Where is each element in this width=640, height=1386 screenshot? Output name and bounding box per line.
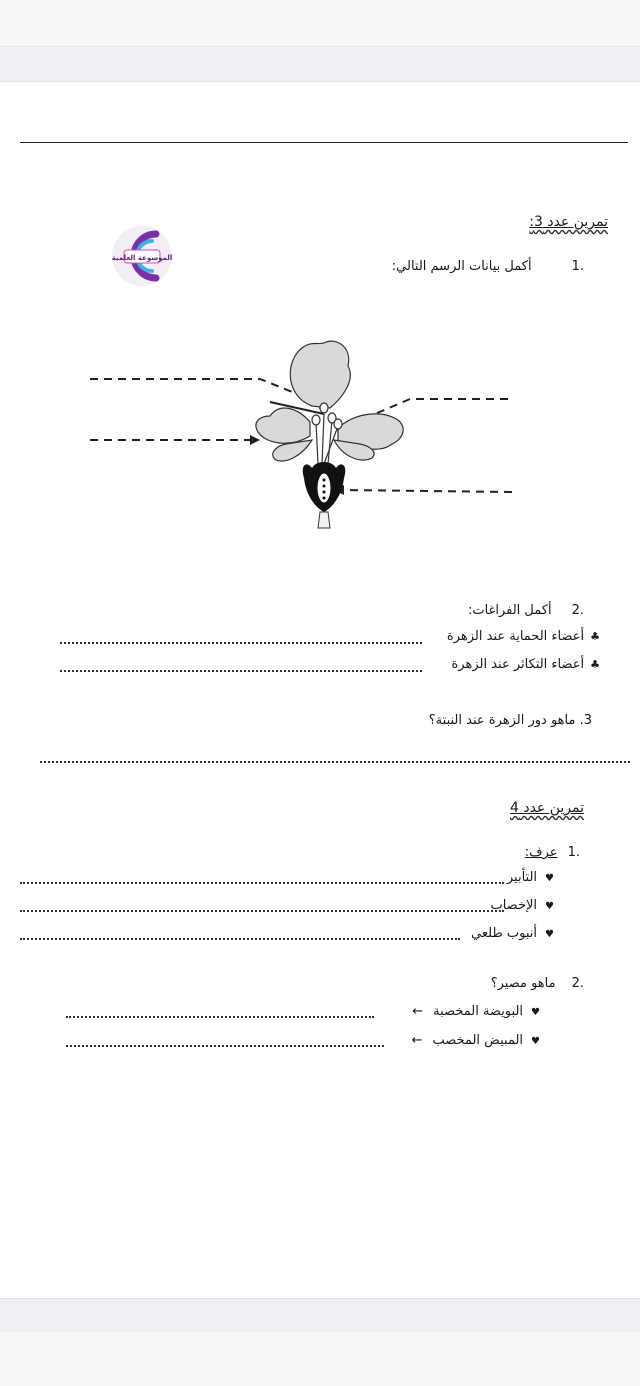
viewer-bottom-bar xyxy=(0,1332,640,1386)
pedicel xyxy=(318,512,330,528)
answer-line xyxy=(20,882,504,884)
answer-line xyxy=(66,1016,374,1018)
viewer-toolbar-strip xyxy=(0,46,640,82)
ex3-q1: .1أكمل بيانات الرسم التالي: xyxy=(391,259,584,274)
answer-line xyxy=(20,910,504,912)
exercise-3-title: تمرين عدد 3: xyxy=(529,214,608,230)
answer-line xyxy=(60,642,422,644)
ex3-q3: 3. ماهو دور الزهرة عند النبتة؟ xyxy=(428,713,592,728)
label-line-top-left xyxy=(90,379,322,404)
ex4-q2-item-1: ♥البويضة المخصبة← xyxy=(412,1004,540,1019)
ex4-q1-item-3: ♥أنبوب طلعي xyxy=(471,926,554,941)
answer-line xyxy=(66,1045,384,1047)
encyclopedia-logo xyxy=(112,214,172,298)
ex4-q2: .2ماهو مصير؟ xyxy=(490,976,584,991)
ex4-q1-item-1: ♥التأبير xyxy=(506,870,554,885)
petal-left xyxy=(256,408,310,443)
ex4-q1: .1عرف: xyxy=(524,845,580,860)
page-header-rule xyxy=(20,142,628,143)
logo-text: الموسوعة العلمية xyxy=(112,254,172,262)
ex4-q1-item-2: ♥الإخصاب xyxy=(490,898,554,913)
exercise-4-title: تمرين عدد 4 xyxy=(509,800,584,816)
answer-line xyxy=(20,938,460,940)
ex3-q2-item-2: ♣أعضاء التكاثر عند الزهرة xyxy=(451,657,600,672)
ex4-q2-item-2: ♥المبيض المخصب← xyxy=(411,1033,540,1048)
answer-line xyxy=(40,761,630,763)
flower-diagram xyxy=(80,336,520,536)
answer-line xyxy=(60,670,422,672)
viewer-bottom-strip xyxy=(0,1298,640,1333)
ex3-q2: .2أكمل الفراغات: xyxy=(467,603,584,618)
ex3-q2-item-1: ♣أعضاء الحماية عند الزهرة xyxy=(446,629,600,644)
viewer-top-bar xyxy=(0,0,640,46)
label-line-bottom-right xyxy=(342,490,512,492)
petal-top xyxy=(290,341,350,408)
